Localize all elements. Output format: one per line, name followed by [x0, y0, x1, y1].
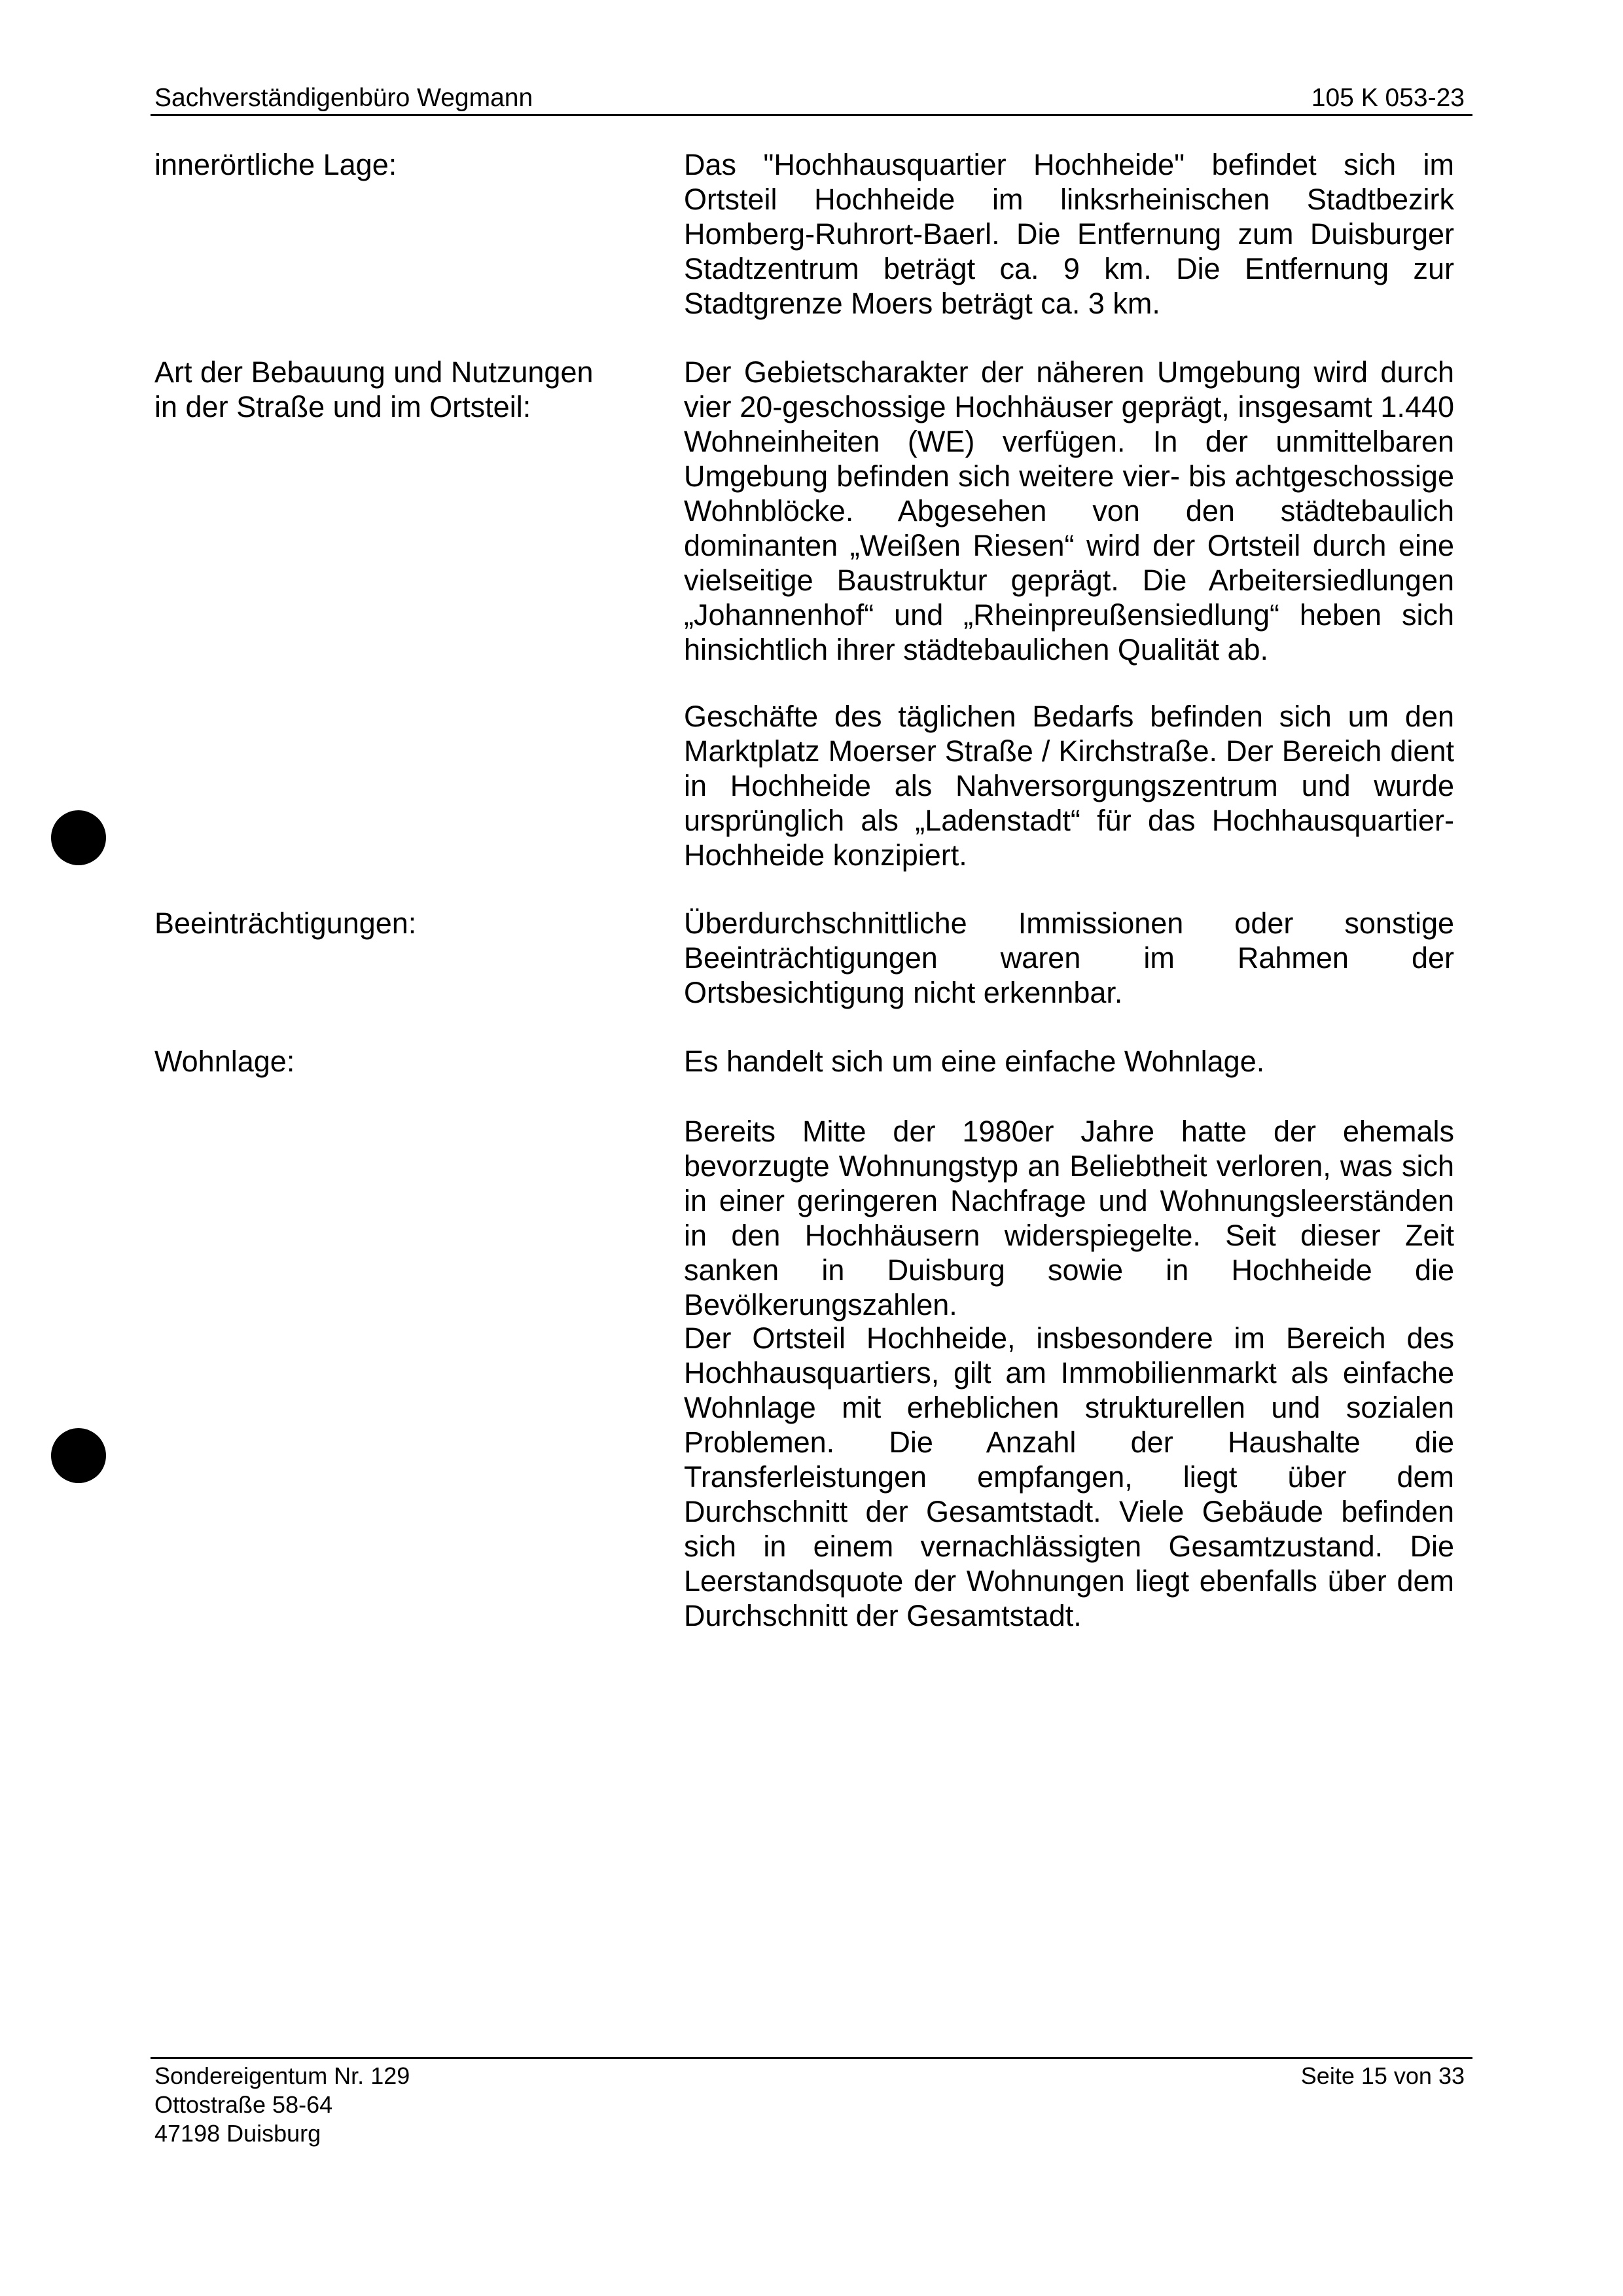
punch-hole — [51, 810, 106, 865]
label-wohnlage: Wohnlage: — [154, 1045, 295, 1078]
footer-street: Ottostraße 58-64 — [154, 2091, 333, 2118]
header-office-name: Sachverständigenbüro Wegmann — [154, 84, 533, 112]
label-art-der-bebauung: Art der Bebauung und Nutzungen in der Straße und im Ortsteil: — [154, 355, 594, 423]
paragraph-innerortliche-lage: Das "Hochhausquartier Hochheide" befindet sich im Ortsteil Hochheide im linksrheinischen Stadtbezirk Homberg-Ruhrort-Baerl. Die Entfernung zum Duisburger Stadtzentrum beträgt ca. 9 km. Die Entfernung zur Stadtgrenze Moers beträgt ca. 3 km. — [684, 148, 1454, 320]
footer-divider — [151, 2057, 1472, 2059]
header-file-number: 105 K 053-23 — [1311, 84, 1465, 112]
paragraph-wohnlage-hochhausquartier: Der Ortsteil Hochheide, insbesondere im Bereich des Hochhausquartiers, gilt am Immobilienmarkt als einfache Wohnlage mit erheblichen strukturellen und sozialen Problemen. Die Anzahl der Haushalte die Transferleistungen empfangen, liegt über dem Durchschnitt der Gesamtstadt. Viele Gebäude befinden sich in einem vernachlässigten Gesamtzustand. Die Leerstandsquote der Wohnungen liegt ebenfalls über dem Durchschnitt der Gesamtstadt. — [684, 1321, 1454, 1632]
punch-hole — [51, 1428, 106, 1483]
footer-address — [154, 2062, 410, 2148]
footer-unit: Sondereigentum Nr. 129 — [154, 2062, 410, 2089]
label-innerortliche-lage: innerörtliche Lage: — [154, 148, 397, 181]
paragraph-gebietscharakter: Der Gebietscharakter der näheren Umgebung wird durch vier 20-geschossige Hochhäuser geprägt, insgesamt 1.440 Wohneinheiten (WE) verfügen. In der unmittelbaren Umgebung befinden sich weitere vier- bis achtgeschossige Wohnblöcke. Abgesehen von den städtebaulich dominanten „Weißen Riesen“ wird der Ortsteil durch eine vielseitige Baustruktur geprägt. Die Arbeitersiedlungen „Johannenhof“ und „Rheinpreußensiedlung“ heben sich hinsichtlich ihrer städtebaulichen Qualität ab. — [684, 355, 1454, 666]
footer-page-number: Seite 15 von 33 — [1300, 2062, 1465, 2089]
footer-city: 47198 Duisburg — [154, 2120, 321, 2147]
paragraph-geschaefte: Geschäfte des täglichen Bedarfs befinden sich um den Marktplatz Moerser Straße / Kirchstraße. Der Bereich dient in Hochheide als Nahversorgungszentrum und wurde ursprünglich als „Ladenstadt“ für das Hochhausquartier-Hochheide konzipiert. — [684, 700, 1454, 872]
paragraph-wohnlage-einfach: Es handelt sich um eine einfache Wohnlage. — [684, 1045, 1265, 1078]
label-beeintraechtigungen: Beeinträchtigungen: — [154, 906, 417, 940]
paragraph-beeintraechtigungen: Überdurchschnittliche Immissionen oder sonstige Beeinträchtigungen waren im Rahmen der Ortsbesichtigung nicht erkennbar. — [684, 906, 1454, 1009]
header-divider — [151, 114, 1472, 116]
paragraph-wohnlage-1980er: Bereits Mitte der 1980er Jahre hatte der ehemals bevorzugte Wohnungstyp an Beliebtheit verloren, was sich in einer geringeren Nachfrage und Wohnungsleerständen in den Hochhäusern widerspiegelte. Seit dieser Zeit sanken in Duisburg sowie in Hochheide die Bevölkerungszahlen. — [684, 1115, 1454, 1321]
